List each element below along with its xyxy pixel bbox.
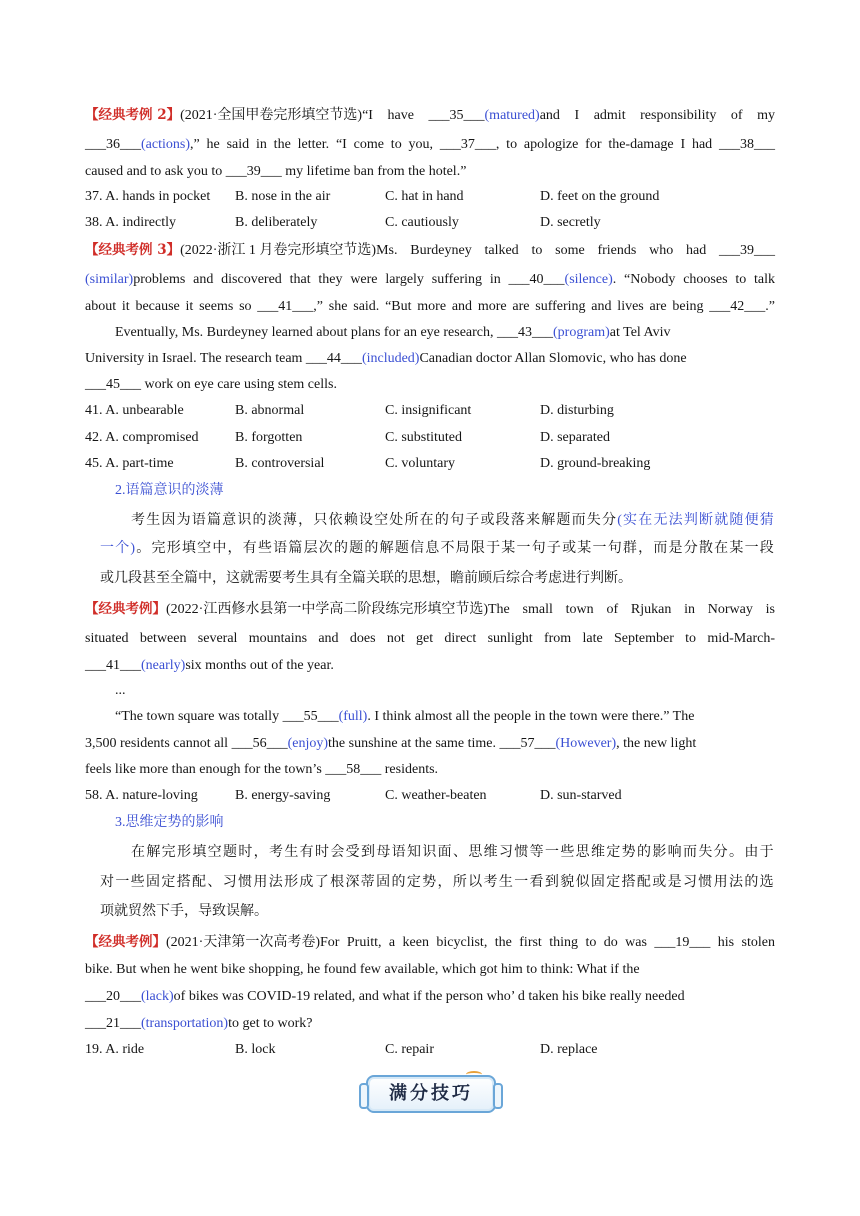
section-paragraph-text: 或几段甚至全篇中，这就需要考生具有全篇关联的思想，瞻前顾后综合考虑进行判断。 [100,571,632,586]
tips-banner [366,1075,496,1113]
options-row [85,1040,775,1060]
option-c: C. substituted [385,430,463,445]
section-paragraph-text: 考生因为语篇意识的淡薄，只依赖设空处所在的句子或段落来解题而失分 [131,513,618,528]
section-paragraph-text: 在解完形填空题时，考生有时会受到母语知识面、思维习惯等一些思维定势的影响而失分。由于 [131,845,775,860]
option-b: B. abnormal [235,403,305,418]
option-c: C. insignificant [385,403,472,418]
answer-hint: (transportation) [141,1016,229,1031]
option-a: 45. A. part-time [85,456,174,471]
example-2-line-1 [85,105,775,125]
options-row [85,213,775,233]
passage-text: 3,500 residents cannot all ___56___ [85,736,288,751]
ellipsis: ... [115,683,126,698]
example-source: (2021·全国甲卷完形填空节选) [180,108,363,123]
option-b: B. forgotten [235,430,303,445]
passage-text: situated between several mountains and does not get direct sunlight from late September to mid-March- [85,631,775,646]
option-c: C. hat in hand [385,189,464,204]
example-2-line-3 [85,162,466,182]
passage-text: For Pruitt, a keen bicyclist, the first thing to do was ___19___ his stolen [320,935,775,950]
example-label: 【经典考例 2】 [85,107,181,123]
section-paragraph-text: 对一些固定搭配、习惯用法形成了根深蒂固的定势，所以考生一看到貌似固定搭配或是习惯用法的选 [100,875,775,890]
example-4-line-2 [85,629,775,649]
answer-hint: (full) [338,709,368,724]
passage-text: at Tel Aviv [609,325,671,340]
passage-text: . “Nobody chooses to talk [612,272,776,287]
passage-text: feels like more than enough for the town’s ___58___ residents. [85,762,439,777]
passage-text: ___36___ [85,137,141,152]
example-label: 【经典考例 3】 [85,242,181,258]
section-3-line-1 [131,843,775,863]
passage-text: ___45___ work on eye care using stem cells. [85,377,337,392]
passage-text: caused and to ask you to ___39___ my lifetime ban from the hotel.” [85,164,467,179]
passage-text: . I think almost all the people in the town were there.” The [367,709,695,724]
option-a: 37. A. hands in pocket [85,189,211,204]
option-d: D. secretly [540,215,601,230]
option-a: 41. A. unbearable [85,403,184,418]
passage-text: ___21___ [85,1016,141,1031]
section-3-line-3 [100,902,268,922]
example-label: 【经典考例】 [85,601,166,617]
example-4-line-5 [85,734,696,754]
option-c: C. weather-beaten [385,788,487,803]
answer-hint: (silence) [564,272,613,287]
option-d: D. separated [540,430,610,445]
example-5-line-3 [85,987,685,1007]
example-source: (2021·天津第一次高考卷) [166,935,320,950]
section-2-line-2 [100,539,775,559]
example-4-line-6 [85,760,438,780]
example-3-line-1 [85,240,775,260]
options-row [85,454,775,474]
example-3-line-5 [85,349,687,369]
example-3-line-6 [85,375,337,395]
option-b: B. controversial [235,456,325,471]
section-paragraph-note: 一个) [100,541,137,556]
option-a: 19. A. ride [85,1042,145,1057]
options-row [85,187,775,207]
options-row [85,428,775,448]
example-label: 【经典考例】 [85,934,166,950]
passage-text: “The town square was totally ___55___ [115,709,339,724]
passage-text: Eventually, Ms. Burdeyney learned about plans for an eye research, ___43___ [115,325,554,340]
passage-text: of bikes was COVID-19 related, and what if the person who’ d taken his bike really needed [173,989,685,1004]
options-row [85,401,775,421]
option-a: 42. A. compromised [85,430,199,445]
passage-text: “I have ___35___ [362,108,485,123]
answer-hint: (program) [553,325,610,340]
option-b: B. nose in the air [235,189,331,204]
example-4-line-1 [85,599,775,619]
option-a: 58. A. nature-loving [85,788,198,803]
example-3-line-3 [85,297,775,317]
section-paragraph-text: 项就贸然下手，导致误解。 [100,904,268,919]
passage-text: ,” he said in the letter. “I come to you, ___37___, to apologize for the-damage I had ___38___ [189,137,775,152]
option-d: D. sun-starved [540,788,622,803]
passage-text: to get to work? [228,1016,313,1031]
option-d: D. replace [540,1042,598,1057]
answer-hint: (included) [361,351,420,366]
option-a: 38. A. indirectly [85,215,176,230]
passage-text: about it because it seems so ___41___,” she said. “But more and more are suffering and lives are being ___42___.” [85,299,775,314]
option-c: C. voluntary [385,456,455,471]
example-4-line-3 [85,656,334,676]
example-3-line-2 [85,270,775,290]
section-2-line-1 [131,511,775,531]
passage-text: ___41___ [85,658,141,673]
section-2-line-3 [100,569,632,589]
option-c: C. repair [385,1042,434,1057]
example-4-line-4 [115,707,694,727]
option-b: B. lock [235,1042,276,1057]
example-5-line-2 [85,960,640,980]
option-b: B. energy-saving [235,788,331,803]
answer-hint: (similar) [85,272,134,287]
option-c: C. cautiously [385,215,459,230]
passage-text: ___20___ [85,989,141,1004]
passage-text: the sunshine at the same time. ___57___ [328,736,556,751]
section-heading: 2.语篇意识的淡薄 [115,483,224,498]
option-d: D. disturbing [540,403,614,418]
answer-hint: (However) [555,736,617,751]
answer-hint: (lack) [141,989,174,1004]
section-paragraph-note: (实在无法判断就随便猜 [617,513,775,528]
passage-text: and I admit responsibility of my [539,108,776,123]
example-source: (2022·江西修水县第一中学高二阶段练完形填空节选) [166,602,488,617]
passage-text: problems and discovered that they were largely suffering in ___40___ [133,272,565,287]
section-paragraph-text: 。完形填空中，有些语篇层次的题的解题信息不局限于某一句子或某一句群，而是分散在某一段 [136,541,776,556]
option-d: D. feet on the ground [540,189,660,204]
answer-hint: (nearly) [141,658,186,673]
example-3-line-4 [115,323,671,343]
answer-hint: (actions) [141,137,190,152]
option-b: B. deliberately [235,215,318,230]
options-row [85,786,775,806]
passage-text: bike. But when he went bike shopping, he found few available, which got him to think: What if the [85,962,640,977]
passage-text: The small town of Rjukan in Norway is [488,602,775,617]
passage-text: , the new light [616,736,697,751]
example-2-line-2 [85,135,775,155]
example-5-line-4 [85,1014,312,1034]
answer-hint: (matured) [484,108,540,123]
section-heading: 3.思维定势的影响 [115,815,224,830]
passage-text: Canadian doctor Allan Slomovic, who has done [419,351,687,366]
option-d: D. ground-breaking [540,456,651,471]
passage-text: Ms. Burdeyney talked to some friends who had ___39___ [376,243,775,258]
answer-hint: (enjoy) [287,736,329,751]
example-source: (2022·浙江 1 月卷完形填空节选) [180,243,377,258]
example-5-line-1 [85,932,775,952]
section-3-line-2 [100,873,775,893]
banner-title: 满分技巧 [389,1083,473,1104]
passage-text: six months out of the year. [185,658,334,673]
passage-text: University in Israel. The research team ___44___ [85,351,362,366]
